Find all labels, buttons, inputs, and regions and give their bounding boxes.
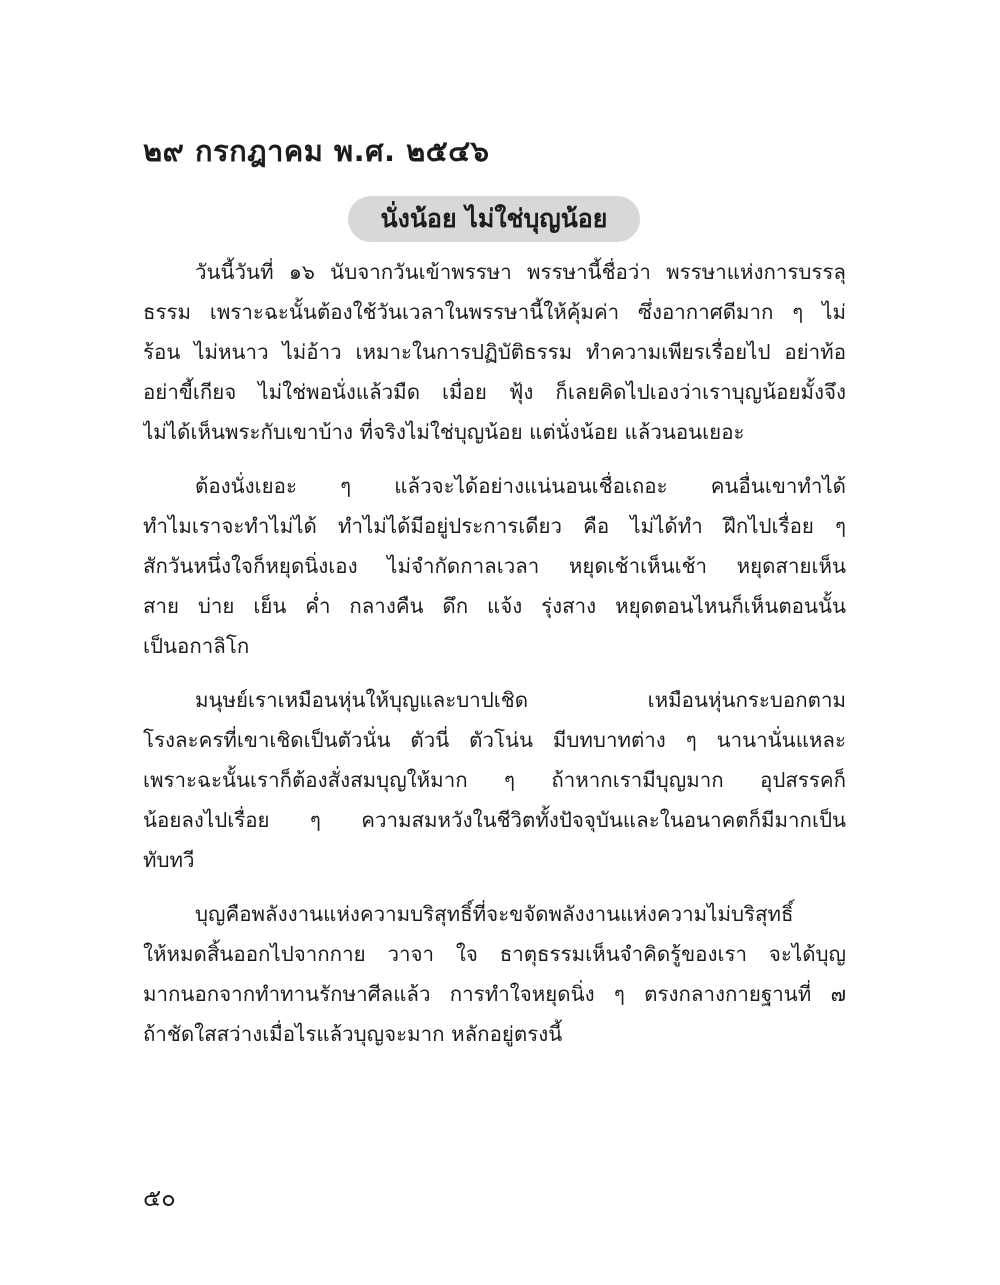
body-text bbox=[143, 252, 846, 1068]
paragraph-1 bbox=[143, 252, 846, 452]
page-number: ๕๐ bbox=[143, 1184, 176, 1212]
title-banner bbox=[348, 196, 640, 242]
text-line: เพราะฉะนั้นเราก็ต้องสั่งสมบุญให้มาก ๆ ถ้าหากเรามีบุญมาก อุปสรรคก็ bbox=[143, 768, 846, 792]
text-line: มากนอกจากทำทานรักษาศีลแล้ว การทำใจหยุดนิ่ง ๆ ตรงกลางกายฐานที่ ๗ bbox=[143, 982, 846, 1006]
text-line: อย่าขี้เกียจ ไม่ใช่พอนั่งแล้วมืด เมื่อย ฟุ้ง ก็เลยคิดไปเองว่าเราบุญน้อยมั้งจึง bbox=[143, 380, 846, 404]
text-line: เป็นอกาลิโก bbox=[143, 634, 250, 658]
text-line: วันนี้วันที่ ๑๖ นับจากวันเข้าพรรษา พรรษานี้ชื่อว่า พรรษาแห่งการบรรลุ bbox=[195, 260, 846, 284]
date-heading: ๒๙ กรกฎาคม พ.ศ. ๒๕๔๖ bbox=[143, 134, 490, 168]
paragraph-4 bbox=[143, 894, 846, 1054]
text-line: ไม่ได้เห็นพระกับเขาบ้าง ที่จริงไม่ใช่บุญน้อย แต่นั่งน้อย แล้วนอนเยอะ bbox=[143, 420, 745, 444]
paragraph-3 bbox=[143, 680, 846, 880]
text-line: สักวันหนึ่งใจก็หยุดนิ่งเอง ไม่จำกัดกาลเวลา หยุดเช้าเห็นเช้า หยุดสายเห็น bbox=[143, 554, 846, 578]
text-line: ให้หมดสิ้นออกไปจากกาย วาจา ใจ ธาตุธรรมเห็นจำคิดรู้ของเรา จะได้บุญ bbox=[143, 942, 846, 966]
text-line: ทับทวี bbox=[143, 848, 195, 872]
text-line: สาย บ่าย เย็น ค่ำ กลางคืน ดึก แจ้ง รุ่งสาง หยุดตอนไหนก็เห็นตอนนั้น bbox=[143, 594, 846, 618]
text-line: น้อยลงไปเรื่อย ๆ ความสมหวังในชีวิตทั้งปัจจุบันและในอนาคตก็มีมากเป็น bbox=[143, 808, 846, 832]
text-line: ถ้าชัดใสสว่างเมื่อไรแล้วบุญจะมาก หลักอยู่ตรงนี้ bbox=[143, 1022, 563, 1046]
paragraph-2 bbox=[143, 466, 846, 666]
text-line: ต้องนั่งเยอะ ๆ แล้วจะได้อย่างแน่นอนเชื่อเถอะ คนอื่นเขาทำได้ bbox=[195, 474, 846, 498]
text-line: บุญคือพลังงานแห่งความบริสุทธิ์ที่จะขจัดพลังงานแห่งความไม่บริสุทธิ์ bbox=[195, 902, 794, 926]
text-line: มนุษย์เราเหมือนหุ่นให้บุญและบาปเชิด เหมือนหุ่นกระบอกตาม bbox=[195, 688, 846, 712]
text-line: ร้อน ไม่หนาว ไม่อ้าว เหมาะในการปฏิบัติธรรม ทำความเพียรเรื่อยไป อย่าท้อ bbox=[143, 340, 846, 364]
text-line: ทำไมเราจะทำไม่ได้ ทำไม่ได้มีอยู่ประการเดียว คือ ไม่ได้ทำ ฝึกไปเรื่อย ๆ bbox=[143, 514, 846, 538]
text-line: ธรรม เพราะฉะนั้นต้องใช้วันเวลาในพรรษานี้ให้คุ้มค่า ซึ่งอากาศดีมาก ๆ ไม่ bbox=[143, 300, 846, 324]
text-line: โรงละครที่เขาเชิดเป็นตัวนั่น ตัวนี่ ตัวโน่น มีบทบาทต่าง ๆ นานานั่นแหละ bbox=[143, 728, 846, 752]
chapter-title: นั่งน้อย ไม่ใช่บุญน้อย bbox=[380, 204, 608, 233]
